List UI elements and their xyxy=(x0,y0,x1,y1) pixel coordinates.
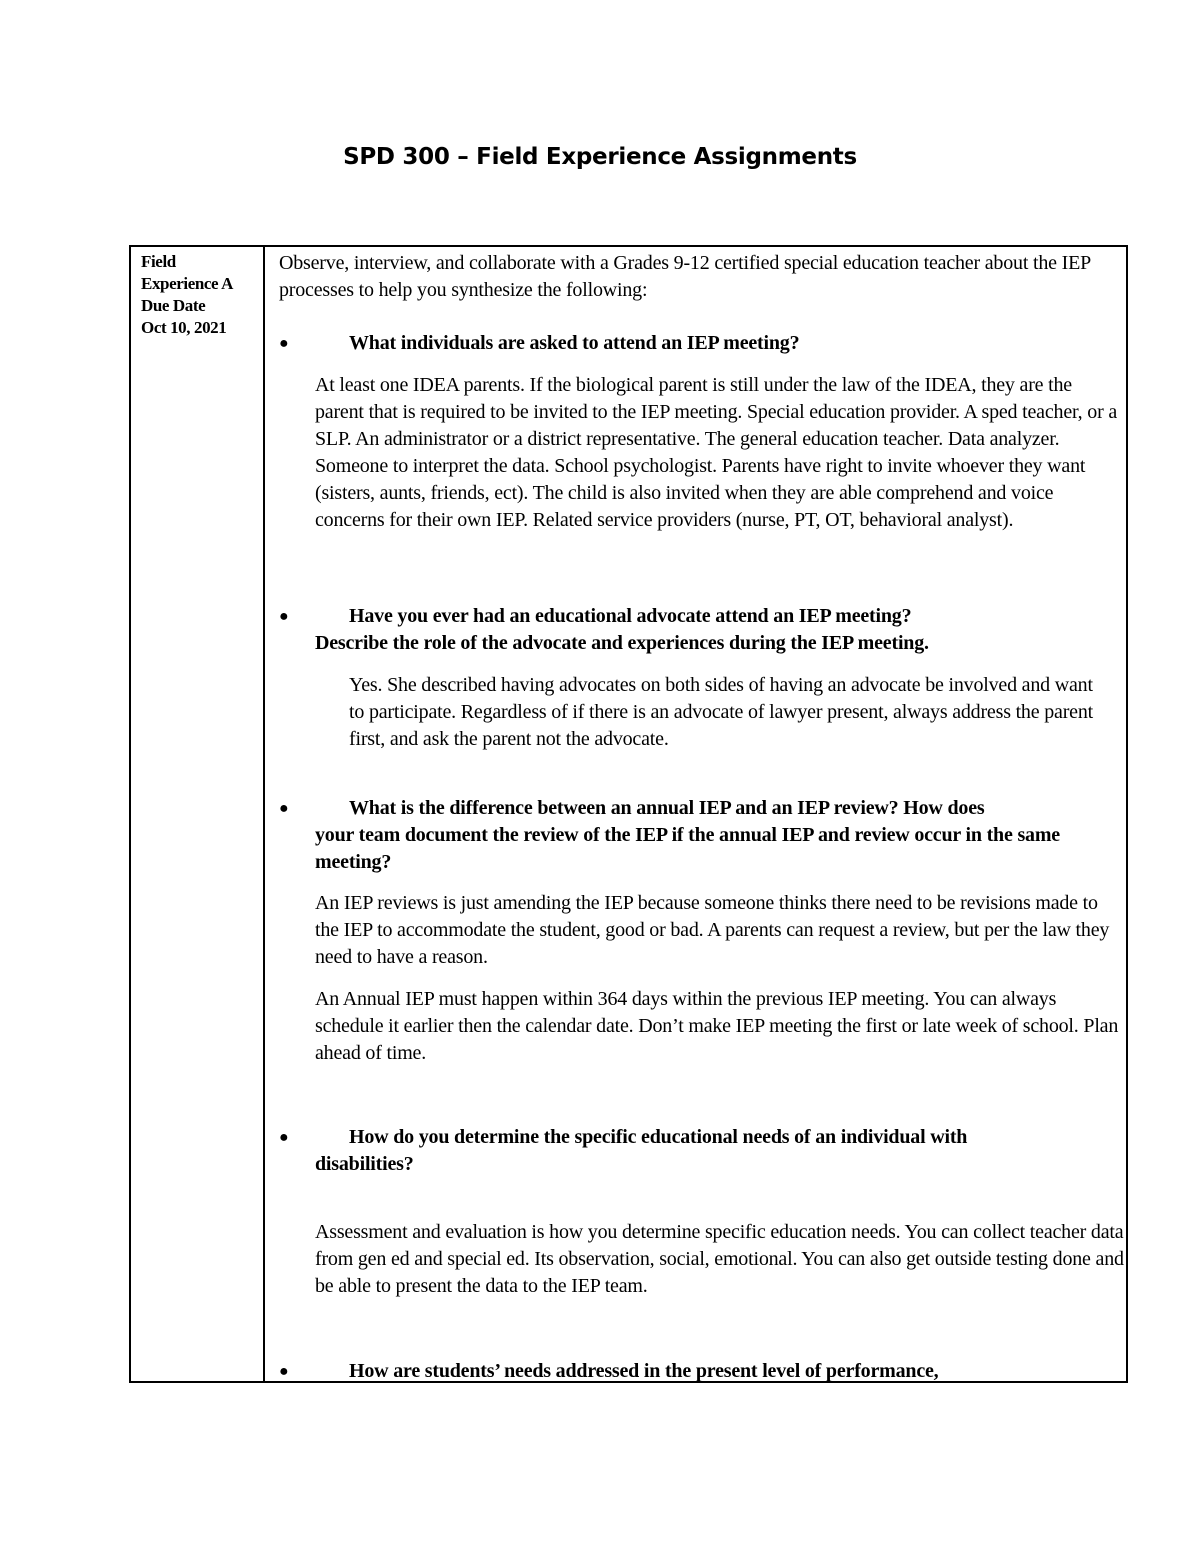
bullet-icon: ● xyxy=(279,608,289,625)
field-label: Field xyxy=(141,252,176,271)
assignment-table xyxy=(129,245,1128,1383)
answer-1: At least one IDEA parents. If the biological parent is still under the law of the IDEA, they are the parent that is required to be invited to the IEP meeting. Special education provider. A sped teacher, or a SLP. An administrator or a district representative. The general education teacher. Data analyzer. Someone to interpret the data. School psychologist. Parents have right to invite whoever they want (sisters, aunts, friends, ect). The child is also invited when they are able comprehend and voice concerns for their own IEP. Related service providers (nurse, PT, OT, behavioral analyst). xyxy=(315,374,1118,531)
bullet-icon: ● xyxy=(279,1129,289,1146)
question-4-line-2: disabilities? xyxy=(315,1153,414,1175)
question-3-line-1: What is the difference between an annual IEP and an IEP review? How does xyxy=(349,797,985,819)
page-title: SPD 300 – Field Experience Assignments xyxy=(343,144,857,170)
due-date-value: Oct 10, 2021 xyxy=(141,318,227,337)
question-2 xyxy=(279,603,1128,657)
answer-3-review: An IEP reviews is just amending the IEP because someone thinks there need to be revisions made to the IEP to accommodate the student, good or bad. A parents can request a review, but per the law they need to have a reason. xyxy=(315,892,1110,968)
answer-4: Assessment and evaluation is how you determine specific education needs. You can collect teacher data from gen ed and special ed. Its observation, social, emotional. You can also get outside testing done and be able to present the data to the IEP team. xyxy=(315,1221,1124,1297)
question-5 xyxy=(279,1358,1128,1383)
bullet-icon: ● xyxy=(279,800,289,817)
question-2-line-2: Describe the role of the advocate and experiences during the IEP meeting. xyxy=(315,632,929,654)
due-date-label: Due Date xyxy=(141,296,206,315)
question-2-line-1: Have you ever had an educational advocate attend an IEP meeting? xyxy=(349,605,912,627)
question-1 xyxy=(279,330,1128,357)
question-4-line-1: How do you determine the specific educational needs of an individual with xyxy=(349,1126,968,1148)
answer-2: Yes. She described having advocates on both sides of having an advocate be involved and want to participate. Regardless of if there is an advocate of lawyer present, always address the parent first, and ask the parent not the advocate. xyxy=(349,674,1093,750)
answer-3-annual: An Annual IEP must happen within 364 days within the previous IEP meeting. You can always schedule it earlier then the calendar date. Don’t make IEP meeting the first or late week of school. Plan ahead of time. xyxy=(315,988,1119,1064)
bullet-icon: ● xyxy=(279,1363,289,1380)
bullet-icon: ● xyxy=(279,335,289,352)
question-5-line-1: How are students’ needs addressed in the present level of performance, xyxy=(349,1360,939,1382)
field-experience-cell xyxy=(131,247,265,1381)
intro-paragraph: Observe, interview, and collaborate with a Grades 9-12 certified special education teacher about the IEP processes to help you synthesize the following: xyxy=(279,252,1091,301)
question-3 xyxy=(279,795,1128,876)
question-3-rest: your team document the review of the IEP if the annual IEP and review occur in the same meeting? xyxy=(315,824,1060,873)
question-1-text: What individuals are asked to attend an IEP meeting? xyxy=(349,332,800,354)
experience-label: Experience A xyxy=(141,274,233,293)
assignment-content-cell xyxy=(267,247,1126,1381)
question-4 xyxy=(279,1124,1128,1178)
